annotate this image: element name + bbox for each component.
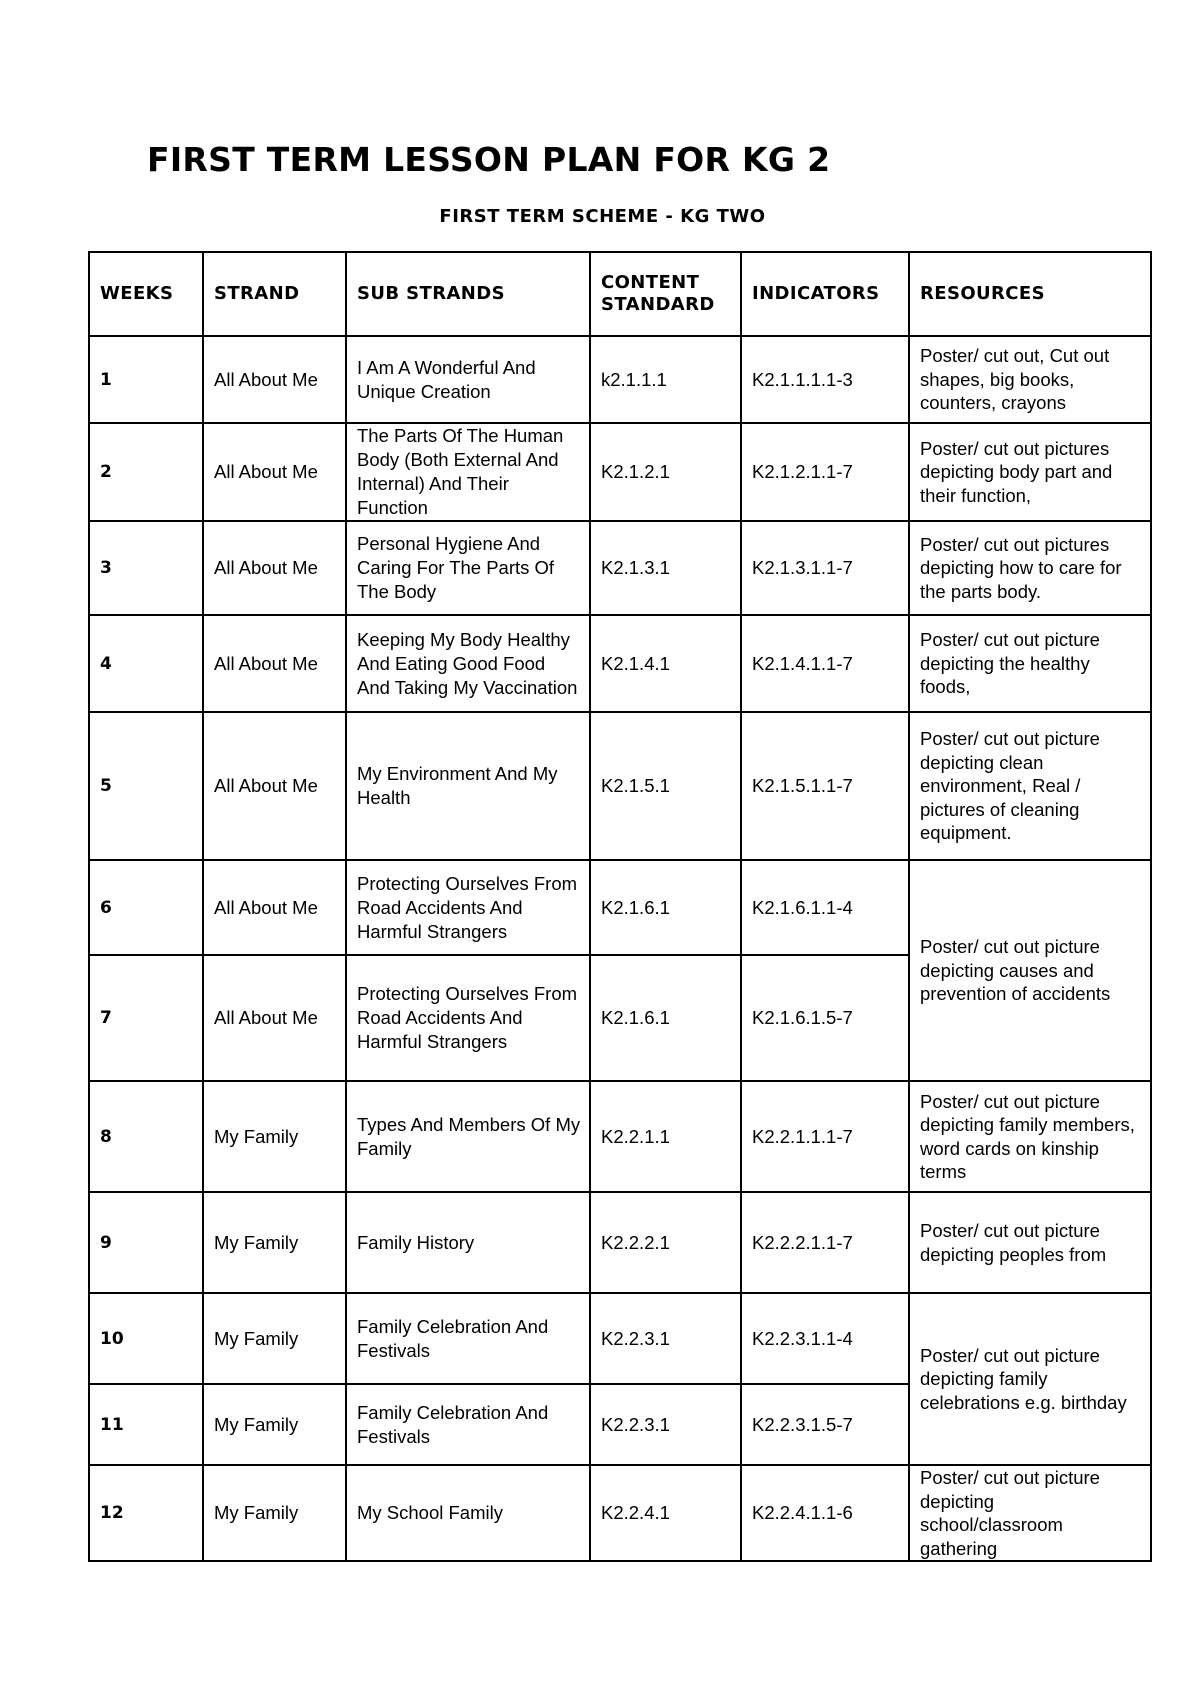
strand-cell: All About Me bbox=[203, 860, 346, 955]
table-row bbox=[89, 1465, 1151, 1561]
table-row bbox=[89, 712, 1151, 860]
content-standard-cell: K2.2.3.1 bbox=[590, 1293, 741, 1384]
strand-cell: My Family bbox=[203, 1081, 346, 1192]
indicators-cell: K2.1.4.1.1-7 bbox=[741, 615, 909, 712]
header-strand: STRAND bbox=[203, 252, 346, 336]
sub-strand-cell: Family History bbox=[346, 1192, 590, 1293]
sub-strand-cell: Types And Members Of My Family bbox=[346, 1081, 590, 1192]
resources-cell: Poster/ cut out, Cut out shapes, big books, counters, crayons bbox=[909, 336, 1151, 423]
sub-strand-cell: Protecting Ourselves From Road Accidents And Harmful Strangers bbox=[346, 860, 590, 955]
sub-strand-cell: My School Family bbox=[346, 1465, 590, 1561]
document-subtitle: FIRST TERM SCHEME - KG TWO bbox=[439, 206, 766, 227]
table-row bbox=[89, 1192, 1151, 1293]
header-content-standard: CONTENT STANDARD bbox=[590, 252, 741, 336]
content-standard-cell: K2.1.3.1 bbox=[590, 521, 741, 615]
sub-strand-cell: Family Celebration And Festivals bbox=[346, 1293, 590, 1384]
resources-cell: Poster/ cut out picture depicting school/classroom gathering bbox=[909, 1465, 1151, 1561]
indicators-cell: K2.2.3.1.1-4 bbox=[741, 1293, 909, 1384]
sub-strand-cell: My Environment And My Health bbox=[346, 712, 590, 860]
strand-cell: My Family bbox=[203, 1293, 346, 1384]
indicators-cell: K2.1.2.1.1-7 bbox=[741, 423, 909, 521]
strand-cell: All About Me bbox=[203, 615, 346, 712]
document-title: FIRST TERM LESSON PLAN FOR KG 2 bbox=[147, 140, 831, 179]
strand-cell: All About Me bbox=[203, 955, 346, 1081]
indicators-cell: K2.2.1.1.1-7 bbox=[741, 1081, 909, 1192]
header-weeks: WEEKS bbox=[89, 252, 203, 336]
content-standard-cell: K2.1.5.1 bbox=[590, 712, 741, 860]
table-header-row bbox=[89, 252, 1151, 336]
resources-cell: Poster/ cut out picture depicting family celebrations e.g. birthday bbox=[909, 1293, 1151, 1465]
week-cell: 4 bbox=[89, 615, 203, 712]
indicators-cell: K2.1.6.1.5-7 bbox=[741, 955, 909, 1081]
table-row bbox=[89, 860, 1151, 955]
header-resources: RESOURCES bbox=[909, 252, 1151, 336]
week-cell: 6 bbox=[89, 860, 203, 955]
week-cell: 10 bbox=[89, 1293, 203, 1384]
content-standard-cell: K2.2.3.1 bbox=[590, 1384, 741, 1465]
content-standard-cell: K2.1.4.1 bbox=[590, 615, 741, 712]
indicators-cell: K2.1.3.1.1-7 bbox=[741, 521, 909, 615]
resources-cell: Poster/ cut out pictures depicting body part and their function, bbox=[909, 423, 1151, 521]
strand-cell: My Family bbox=[203, 1192, 346, 1293]
content-standard-cell: K2.1.6.1 bbox=[590, 860, 741, 955]
table-row bbox=[89, 423, 1151, 521]
sub-strand-cell: I Am A Wonderful And Unique Creation bbox=[346, 336, 590, 423]
strand-cell: All About Me bbox=[203, 423, 346, 521]
strand-cell: My Family bbox=[203, 1384, 346, 1465]
indicators-cell: K2.1.5.1.1-7 bbox=[741, 712, 909, 860]
header-indicators: INDICATORS bbox=[741, 252, 909, 336]
resources-cell: Poster/ cut out pictures depicting how to care for the parts body. bbox=[909, 521, 1151, 615]
scheme-table bbox=[88, 251, 1152, 1562]
content-standard-cell: K2.2.1.1 bbox=[590, 1081, 741, 1192]
content-standard-cell: K2.2.2.1 bbox=[590, 1192, 741, 1293]
week-cell: 11 bbox=[89, 1384, 203, 1465]
week-cell: 1 bbox=[89, 336, 203, 423]
content-standard-cell: K2.2.4.1 bbox=[590, 1465, 741, 1561]
week-cell: 12 bbox=[89, 1465, 203, 1561]
indicators-cell: K2.1.6.1.1-4 bbox=[741, 860, 909, 955]
header-sub-strands: SUB STRANDS bbox=[346, 252, 590, 336]
resources-cell: Poster/ cut out picture depicting peoples from bbox=[909, 1192, 1151, 1293]
sub-strand-cell: Family Celebration And Festivals bbox=[346, 1384, 590, 1465]
week-cell: 2 bbox=[89, 423, 203, 521]
indicators-cell: K2.2.3.1.5-7 bbox=[741, 1384, 909, 1465]
week-cell: 7 bbox=[89, 955, 203, 1081]
sub-strand-cell: Keeping My Body Healthy And Eating Good Food And Taking My Vaccination bbox=[346, 615, 590, 712]
content-standard-cell: K2.1.6.1 bbox=[590, 955, 741, 1081]
strand-cell: My Family bbox=[203, 1465, 346, 1561]
table-row bbox=[89, 1293, 1151, 1384]
resources-cell: Poster/ cut out picture depicting the healthy foods, bbox=[909, 615, 1151, 712]
indicators-cell: K2.2.4.1.1-6 bbox=[741, 1465, 909, 1561]
sub-strand-cell: The Parts Of The Human Body (Both External And Internal) And Their Function bbox=[346, 423, 590, 521]
week-cell: 5 bbox=[89, 712, 203, 860]
indicators-cell: K2.2.2.1.1-7 bbox=[741, 1192, 909, 1293]
strand-cell: All About Me bbox=[203, 712, 346, 860]
content-standard-cell: K2.1.2.1 bbox=[590, 423, 741, 521]
table-row bbox=[89, 615, 1151, 712]
table-row bbox=[89, 521, 1151, 615]
table-row bbox=[89, 336, 1151, 423]
week-cell: 9 bbox=[89, 1192, 203, 1293]
resources-cell: Poster/ cut out picture depicting family members, word cards on kinship terms bbox=[909, 1081, 1151, 1192]
sub-strand-cell: Protecting Ourselves From Road Accidents And Harmful Strangers bbox=[346, 955, 590, 1081]
resources-cell: Poster/ cut out picture depicting causes and prevention of accidents bbox=[909, 860, 1151, 1081]
week-cell: 8 bbox=[89, 1081, 203, 1192]
content-standard-cell: k2.1.1.1 bbox=[590, 336, 741, 423]
table-row bbox=[89, 1081, 1151, 1192]
week-cell: 3 bbox=[89, 521, 203, 615]
resources-cell: Poster/ cut out picture depicting clean environment, Real / pictures of cleaning equipment. bbox=[909, 712, 1151, 860]
indicators-cell: K2.1.1.1.1-3 bbox=[741, 336, 909, 423]
strand-cell: All About Me bbox=[203, 521, 346, 615]
strand-cell: All About Me bbox=[203, 336, 346, 423]
sub-strand-cell: Personal Hygiene And Caring For The Parts Of The Body bbox=[346, 521, 590, 615]
